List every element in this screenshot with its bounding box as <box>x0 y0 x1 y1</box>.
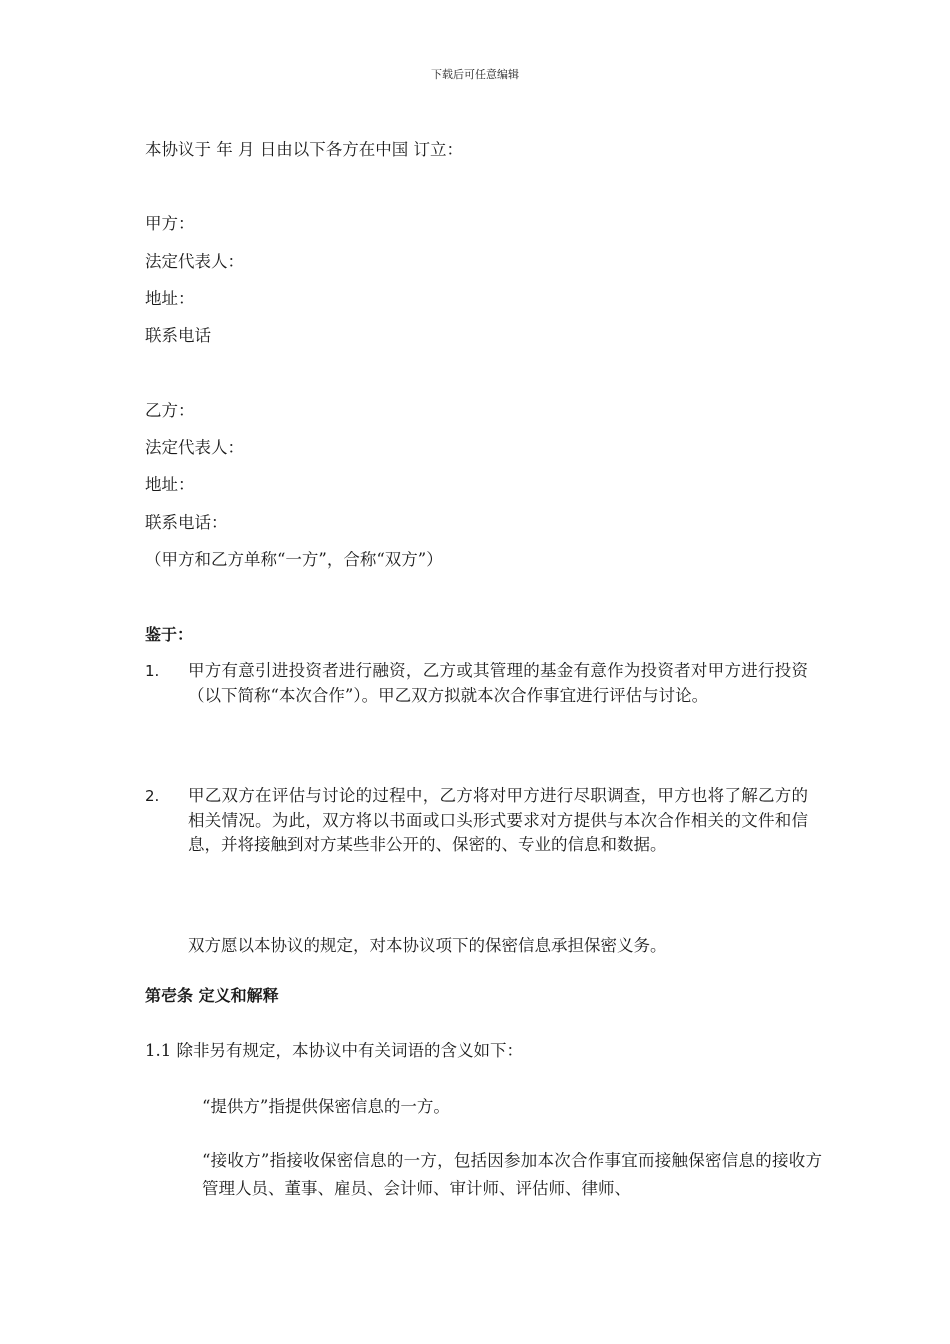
party-a-rep-label: 法定代表人： <box>145 252 244 271</box>
whereas-item-2-number: 2. <box>145 787 160 805</box>
whereas-conclusion: 双方愿以本协议的规定，对本协议项下的保密信息承担保密义务。 <box>188 936 667 955</box>
party-b-address-label: 地址： <box>145 475 195 494</box>
whereas-item-1-number: 1. <box>145 662 160 680</box>
intro-line: 本协议于 年 月 日由以下各方在中国 订立： <box>145 140 463 159</box>
party-b-phone-label: 联系电话： <box>145 513 228 532</box>
party-b-rep-label: 法定代表人： <box>145 438 244 457</box>
clause-1-1: 1.1 除非另有规定，本协议中有关词语的含义如下： <box>145 1041 523 1060</box>
whereas-heading: 鉴于： <box>145 625 194 644</box>
whereas-item-2-text: 甲乙双方在评估与讨论的过程中，乙方将对甲方进行尽职调查，甲方也将了解乙方的相关情况。为此，双方将以书面或口头形式要求对方提供与本次合作相关的文件和信息，并将接触到对方某些非公开的、保密的、专业的信息和数据。 <box>188 786 808 854</box>
whereas-item-2 <box>145 784 825 858</box>
whereas-item-1 <box>145 659 825 708</box>
party-a-address-label: 地址： <box>145 289 195 308</box>
header-note: 下载后可任意编辑 <box>431 68 519 81</box>
whereas-item-1-text: 甲方有意引进投资者进行融资，乙方或其管理的基金有意作为投资者对甲方进行投资（以下简称“本次合作”）。甲乙双方拟就本次合作事宜进行评估与讨论。 <box>188 661 808 705</box>
party-b-name-label: 乙方： <box>145 401 195 420</box>
definition-receiver: “接收方”指接收保密信息的一方，包括因参加本次合作事宜而接触保密信息的接收方管理人员、董事、雇员、会计师、审计师、评估师、律师、 <box>202 1151 822 1198</box>
party-a-phone-label: 联系电话 <box>145 326 211 345</box>
naming-note: （甲方和乙方单称“一方”，合称“双方”） <box>145 550 443 569</box>
article1-heading: 第壱条 定义和解释 <box>145 986 279 1005</box>
party-a-name-label: 甲方： <box>145 214 195 233</box>
definition-provider: “提供方”指提供保密信息的一方。 <box>202 1097 450 1116</box>
